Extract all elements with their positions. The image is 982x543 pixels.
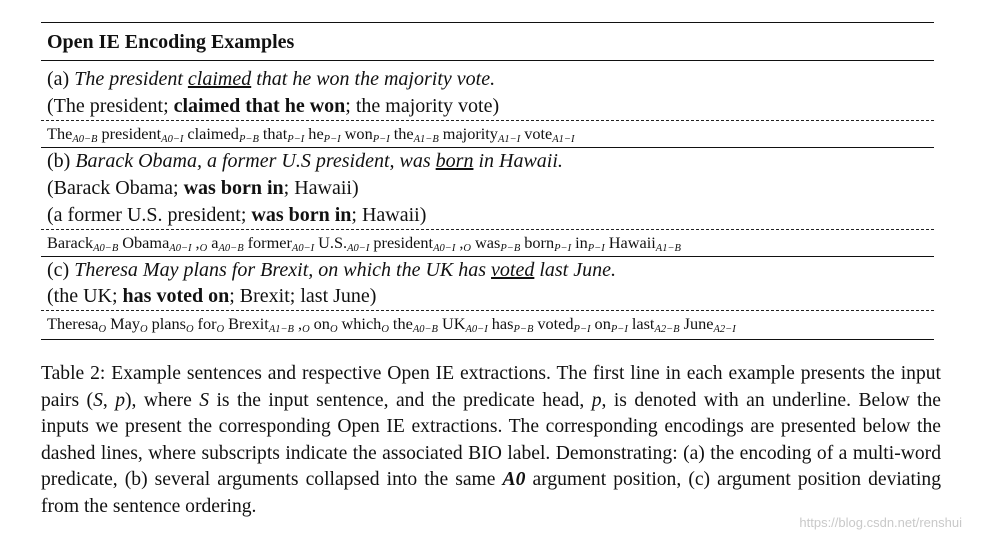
caption-math-S: S [93, 389, 103, 411]
encoding-token [211, 233, 243, 252]
bio-label: A0−I [291, 243, 315, 254]
sentence-post: in Hawaii. [478, 150, 563, 172]
encoding-token [442, 314, 488, 333]
sentence-label: (c) [47, 259, 70, 281]
encoding-token [345, 124, 390, 143]
caption-text: ), where [125, 389, 200, 411]
sentence-pre: Barack Obama, a former U.S president, was [75, 150, 431, 172]
sentence-pre: Theresa May plans for Brexit, on which the UK has [74, 259, 487, 281]
extraction-predicate: claimed that he won [173, 95, 346, 117]
bio-label: O [463, 243, 471, 254]
token-word: vote [524, 124, 553, 143]
extraction-arg: ; Hawaii) [351, 204, 427, 226]
bio-label: A0−B [218, 243, 244, 254]
bio-label: O [381, 324, 389, 335]
bio-label: P−I [587, 243, 605, 254]
token-word: for [197, 314, 217, 333]
token-word: , [459, 233, 464, 252]
bio-label: O [185, 324, 194, 335]
sentence-label: (a) [47, 68, 70, 90]
bio-label: A0−B [72, 134, 98, 145]
encoding-token [632, 314, 680, 333]
encoding-token [342, 314, 389, 333]
bio-label: A0−I [169, 243, 192, 254]
bio-label: P−I [372, 134, 390, 145]
encoding-token [459, 233, 471, 252]
token-word: Theresa [47, 314, 99, 333]
dashed-rule-c [41, 310, 934, 311]
token-word: majority [442, 124, 498, 143]
encoding-token [263, 124, 304, 143]
encoding-token [122, 233, 191, 252]
token-word: on [594, 314, 611, 333]
encoding-token [537, 314, 590, 333]
bio-label: O [329, 324, 338, 335]
bio-label: A0−I [347, 243, 370, 254]
bio-label: A1−I [497, 134, 521, 145]
encoding-token [684, 314, 736, 333]
token-word: , [297, 314, 303, 333]
token-word: voted [537, 314, 574, 333]
encoding-token [524, 124, 574, 143]
sentence-post: that he won the majority vote. [256, 68, 496, 90]
bio-label: A0−I [465, 324, 488, 335]
extraction-arg: (a former U.S. president; [47, 204, 252, 226]
encoding-token [101, 124, 183, 143]
encoding-token [443, 124, 520, 143]
sentence-post: last June. [539, 259, 616, 281]
extraction-b-2 [47, 204, 426, 227]
bio-label: A1−B [655, 243, 681, 254]
token-word: former [247, 233, 292, 252]
token-word: has [491, 314, 514, 333]
token-word: a [211, 233, 219, 252]
bio-label: P−B [238, 134, 259, 145]
encoding-token [298, 314, 310, 333]
bio-label: O [216, 324, 225, 335]
extraction-arg: ; the majority vote) [345, 95, 500, 117]
predicate-head: voted [491, 259, 535, 281]
encoding-token [187, 124, 258, 143]
encoding-token [198, 314, 225, 333]
token-word: Obama [122, 233, 170, 252]
watermark: https://blog.csdn.net/renshui [799, 515, 962, 530]
bio-label: O [98, 324, 107, 335]
extraction-arg: ; Hawaii) [283, 177, 359, 199]
token-word: that [262, 124, 288, 143]
dashed-rule-a [41, 120, 934, 121]
sentence-pre: The president [74, 68, 183, 90]
token-word: U.S. [318, 233, 348, 252]
sentence-b [47, 150, 563, 173]
extraction-b-1 [47, 177, 359, 200]
extraction-arg: (the UK; [47, 285, 123, 307]
encoding-token [308, 124, 340, 143]
encoding-token [373, 233, 455, 252]
token-word: born [524, 233, 555, 252]
encoding-token [47, 314, 106, 333]
bio-label: A0−I [433, 243, 456, 254]
caption-text: Table 2: Example sentences and respective Open IE extractions. The first line in each example presents the input pairs ( [41, 363, 941, 411]
sentence-a [47, 68, 495, 91]
predicate-head: born [435, 150, 474, 172]
token-word: he [308, 124, 324, 143]
table-title: Open IE Encoding Examples [47, 31, 295, 53]
token-word: , [195, 233, 200, 252]
header-rule [41, 60, 934, 61]
encoding-token [524, 233, 571, 252]
caption-math-p: p [591, 389, 602, 411]
bio-label: P−I [323, 134, 341, 145]
separator-rule-a [41, 147, 934, 148]
bio-label: A1−I [552, 134, 575, 145]
caption-text: is the input sentence, and the predicate head, [209, 389, 592, 411]
encoding-token [47, 124, 97, 143]
caption-math-p: p [115, 389, 126, 411]
extraction-arg: (Barack Obama; [47, 177, 184, 199]
caption-text: argument position, (c) argument position deviating from the sentence ordering. [41, 469, 941, 517]
bio-label: P−B [500, 243, 521, 254]
token-word: was [475, 233, 501, 252]
extraction-predicate: was born in [251, 204, 352, 226]
caption-math-S: S [199, 389, 210, 411]
sentence-label: (b) [47, 150, 71, 172]
token-word: May [110, 314, 140, 333]
extraction-a-1 [47, 95, 499, 118]
extraction-predicate: has voted on [122, 285, 230, 307]
top-rule [41, 22, 934, 23]
caption-a0: A0 [502, 469, 526, 491]
bio-label: P−I [287, 134, 305, 145]
caption-text: , is denoted with an underline. Below the inputs we present the corresponding Open IE extractions. The corresponding encodings are presented below the dashed lines, where subscripts indicate the associated BIO label. Demonstrating: (a) the encoding of a multi-word predicate, (b) several arguments collapsed into the same [41, 389, 941, 491]
bio-label: O [139, 324, 148, 335]
encoding-token [152, 314, 194, 333]
token-word: June [683, 314, 714, 333]
bottom-rule [41, 339, 934, 340]
caption-text: , [102, 389, 116, 411]
encoding-a [47, 124, 578, 144]
predicate-head: claimed [187, 68, 252, 90]
encoding-token [393, 314, 438, 333]
bio-label: A2−I [713, 324, 736, 335]
encoding-token [248, 233, 315, 252]
bio-label: A0−B [93, 243, 119, 254]
dashed-rule-b [41, 229, 934, 230]
bio-label: A1−B [268, 324, 294, 335]
bio-label: P−I [610, 324, 628, 335]
bio-label: O [302, 324, 310, 335]
encoding-c [47, 314, 740, 334]
bio-label: P−I [573, 324, 591, 335]
token-word: Barack [47, 233, 94, 252]
bio-label: P−I [554, 243, 572, 254]
extraction-arg: ; Brexit; last June) [229, 285, 377, 307]
bio-label: O [199, 243, 208, 254]
token-word: the [393, 124, 414, 143]
bio-label: A0−B [412, 324, 438, 335]
encoding-token [110, 314, 147, 333]
encoding-token [475, 233, 520, 252]
token-word: Brexit [228, 314, 269, 333]
token-word: last [631, 314, 655, 333]
encoding-token [492, 314, 534, 333]
encoding-token [575, 233, 605, 252]
token-word: won [344, 124, 373, 143]
token-word: claimed [187, 124, 239, 143]
token-word: The [47, 124, 73, 143]
token-word: president [373, 233, 434, 252]
token-word: Hawaii [608, 233, 656, 252]
token-word: UK [441, 314, 466, 333]
encoding-token [609, 233, 681, 252]
encoding-token [318, 233, 369, 252]
sentence-c [47, 259, 616, 282]
encoding-token [196, 233, 208, 252]
encoding-b [47, 233, 685, 253]
token-word: on [313, 314, 330, 333]
table-caption [41, 361, 941, 521]
encoding-token [314, 314, 338, 333]
bio-label: A0−I [161, 134, 184, 145]
extraction-arg: (The president; [47, 95, 174, 117]
token-word: plans [151, 314, 186, 333]
bio-label: A1−B [413, 134, 439, 145]
token-word: president [101, 124, 162, 143]
bio-label: A2−B [654, 324, 680, 335]
encoding-token [228, 314, 294, 333]
separator-rule-b [41, 256, 934, 257]
encoding-token [47, 233, 118, 252]
extraction-c-1 [47, 285, 376, 308]
token-word: the [392, 314, 413, 333]
extraction-predicate: was born in [183, 177, 284, 199]
bio-label: P−B [513, 324, 534, 335]
token-word: in [575, 233, 588, 252]
encoding-token [394, 124, 439, 143]
encoding-token [595, 314, 628, 333]
token-word: which [341, 314, 382, 333]
